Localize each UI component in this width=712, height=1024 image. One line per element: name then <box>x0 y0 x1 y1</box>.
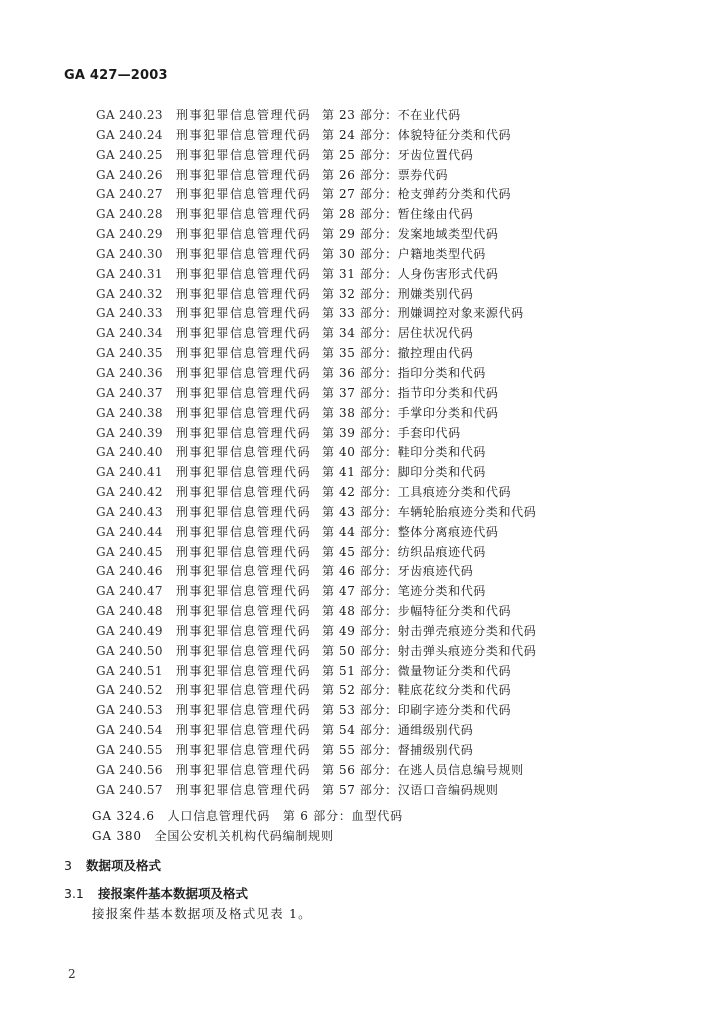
reference-row <box>96 642 536 662</box>
reference-name: 刑事犯罪信息管理代码 <box>176 465 312 480</box>
reference-name: 刑事犯罪信息管理代码 <box>176 604 312 619</box>
reference-part: 第 45 部分：纺织品痕迹代码 <box>322 544 486 559</box>
reference-name: 刑事犯罪信息管理代码 <box>176 147 312 162</box>
reference-row <box>96 185 536 205</box>
reference-row <box>96 483 536 503</box>
reference-name: 刑事犯罪信息管理代码 <box>176 326 312 341</box>
reference-name: 刑事犯罪信息管理代码 <box>176 445 312 460</box>
reference-part: 第 38 部分：手掌印分类和代码 <box>322 405 499 420</box>
reference-part: 第 50 部分：射击弹头痕迹分类和代码 <box>322 643 537 658</box>
reference-name: 刑事犯罪信息管理代码 <box>176 346 312 361</box>
reference-name: 刑事犯罪信息管理代码 <box>176 227 312 242</box>
reference-row <box>96 662 536 682</box>
reference-part: 第 36 部分：指印分类和代码 <box>322 365 486 380</box>
reference-row <box>96 166 536 186</box>
reference-name: 刑事犯罪信息管理代码 <box>176 683 312 698</box>
reference-code: GA 240.40 <box>96 445 163 460</box>
reference-part: 第 25 部分：牙齿位置代码 <box>322 147 474 162</box>
reference-name: 刑事犯罪信息管理代码 <box>176 743 312 757</box>
reference-row <box>96 344 536 364</box>
reference-name: 刑事犯罪信息管理代码 <box>176 703 312 718</box>
reference-code: GA 240.31 <box>96 266 163 281</box>
section-title: 数据项及格式 <box>86 858 162 873</box>
reference-part: 第 30 部分：户籍地类型代码 <box>322 246 486 261</box>
reference-code: GA 240.23 <box>96 108 163 122</box>
reference-part: 第 31 部分：人身伤害形式代码 <box>322 266 499 281</box>
reference-ga-380: GA 380 全国公安机关机构代码编制规则 <box>92 829 334 843</box>
reference-name: 刑事犯罪信息管理代码 <box>176 266 312 281</box>
reference-name: 刑事犯罪信息管理代码 <box>176 167 312 182</box>
reference-part: 第 48 部分：步幅特征分类和代码 <box>322 604 512 619</box>
reference-code: GA 240.57 <box>96 782 163 797</box>
reference-code: GA 240.50 <box>96 643 163 658</box>
reference-code: GA 240.28 <box>96 207 163 222</box>
reference-code: GA 240.26 <box>96 167 163 182</box>
reference-row <box>96 424 536 444</box>
reference-row <box>96 721 536 741</box>
reference-code: GA 240.45 <box>96 544 163 559</box>
reference-row <box>96 622 536 642</box>
normative-references-list <box>96 106 536 801</box>
reference-name: 刑事犯罪信息管理代码 <box>176 385 312 400</box>
reference-code: GA 240.41 <box>96 465 163 480</box>
reference-row <box>96 304 536 324</box>
reference-row <box>96 701 536 721</box>
reference-row <box>96 761 536 781</box>
reference-name: 刑事犯罪信息管理代码 <box>176 723 312 738</box>
reference-code: GA 240.48 <box>96 604 163 619</box>
reference-row <box>96 463 536 483</box>
reference-name: 刑事犯罪信息管理代码 <box>176 584 312 599</box>
reference-code: GA 240.56 <box>96 762 163 777</box>
reference-part: 第 57 部分：汉语口音编码规则 <box>322 782 499 797</box>
reference-part: 第 43 部分：车辆轮胎痕迹分类和代码 <box>322 504 537 519</box>
reference-code: GA 240.39 <box>96 425 163 440</box>
reference-row <box>96 404 536 424</box>
reference-part: 第 24 部分：体貌特征分类和代码 <box>322 127 512 142</box>
reference-part: 第 29 部分：发案地域类型代码 <box>322 227 499 242</box>
reference-name: 刑事犯罪信息管理代码 <box>176 762 312 777</box>
reference-part: 第 34 部分：居住状况代码 <box>322 326 474 341</box>
reference-name: 刑事犯罪信息管理代码 <box>176 782 312 797</box>
reference-code: GA 240.29 <box>96 227 163 242</box>
body-paragraph: 接报案件基本数据项及格式见表 1。 <box>92 906 312 921</box>
reference-code: GA 240.25 <box>96 147 163 162</box>
reference-name: 刑事犯罪信息管理代码 <box>176 405 312 420</box>
section-3-1-heading <box>64 884 248 902</box>
reference-part: 第 27 部分：枪支弹药分类和代码 <box>322 187 512 202</box>
reference-ga-324-6: GA 324.6 人口信息管理代码 第 6 部分：血型代码 <box>92 809 403 823</box>
reference-row <box>96 126 536 146</box>
reference-part: 第 33 部分：刑嫌调控对象来源代码 <box>322 306 524 321</box>
reference-part: 第 26 部分：票券代码 <box>322 167 449 182</box>
reference-code: GA 240.43 <box>96 504 163 519</box>
reference-part: 第 56 部分：在逃人员信息编号规则 <box>322 762 524 777</box>
reference-part: 第 54 部分：通缉级别代码 <box>322 723 474 738</box>
reference-code: GA 240.47 <box>96 584 163 599</box>
reference-code: GA 240.34 <box>96 326 163 341</box>
reference-name: 刑事犯罪信息管理代码 <box>176 365 312 380</box>
section-number: 3 <box>64 858 72 873</box>
reference-row <box>96 384 536 404</box>
reference-part: 第 37 部分：指节印分类和代码 <box>322 385 499 400</box>
reference-row <box>96 562 536 582</box>
section-3-heading <box>64 856 161 874</box>
reference-row <box>96 265 536 285</box>
reference-code: GA 240.36 <box>96 365 163 380</box>
reference-row <box>96 245 536 265</box>
reference-row <box>96 225 536 245</box>
reference-code: GA 240.38 <box>96 405 163 420</box>
reference-part: 第 53 部分：印刷字迹分类和代码 <box>322 703 512 718</box>
reference-part: 第 23 部分：不在业代码 <box>322 108 461 122</box>
reference-row <box>96 443 536 463</box>
reference-part: 第 41 部分：脚印分类和代码 <box>322 465 486 480</box>
reference-name: 刑事犯罪信息管理代码 <box>176 187 312 202</box>
reference-part: 第 44 部分：整体分离痕迹代码 <box>322 524 499 539</box>
reference-name: 刑事犯罪信息管理代码 <box>176 564 312 579</box>
reference-code: GA 240.55 <box>96 743 163 757</box>
section-title: 接报案件基本数据项及格式 <box>98 886 249 901</box>
reference-name: 刑事犯罪信息管理代码 <box>176 485 312 500</box>
reference-row <box>96 602 536 622</box>
reference-code: GA 240.33 <box>96 306 163 321</box>
reference-part: 第 32 部分：刑嫌类别代码 <box>322 286 474 301</box>
reference-name: 刑事犯罪信息管理代码 <box>176 643 312 658</box>
reference-part: 第 55 部分：督捕级别代码 <box>322 743 474 757</box>
reference-code: GA 240.46 <box>96 564 163 579</box>
reference-code: GA 240.44 <box>96 524 163 539</box>
document-header: GA 427—2003 <box>64 68 168 83</box>
reference-code: GA 240.32 <box>96 286 163 301</box>
reference-row <box>96 205 536 225</box>
reference-row <box>96 324 536 344</box>
reference-name: 刑事犯罪信息管理代码 <box>176 246 312 261</box>
reference-row <box>96 741 536 761</box>
reference-code: GA 240.49 <box>96 623 163 638</box>
reference-row <box>96 582 536 602</box>
reference-part: 第 28 部分：暂住缘由代码 <box>322 207 474 222</box>
reference-name: 刑事犯罪信息管理代码 <box>176 127 312 142</box>
reference-row <box>96 106 536 126</box>
reference-code: GA 240.30 <box>96 246 163 261</box>
reference-name: 刑事犯罪信息管理代码 <box>176 623 312 638</box>
reference-part: 第 35 部分：撤控理由代码 <box>322 346 474 361</box>
reference-row <box>96 543 536 563</box>
reference-name: 刑事犯罪信息管理代码 <box>176 504 312 519</box>
reference-name: 刑事犯罪信息管理代码 <box>176 286 312 301</box>
reference-name: 刑事犯罪信息管理代码 <box>176 306 312 321</box>
reference-part: 第 52 部分：鞋底花纹分类和代码 <box>322 683 512 698</box>
reference-code: GA 240.35 <box>96 346 163 361</box>
reference-code: GA 240.52 <box>96 683 163 698</box>
reference-part: 第 40 部分：鞋印分类和代码 <box>322 445 486 460</box>
reference-name: 刑事犯罪信息管理代码 <box>176 108 312 122</box>
reference-name: 刑事犯罪信息管理代码 <box>176 544 312 559</box>
reference-code: GA 240.24 <box>96 127 163 142</box>
reference-part: 第 51 部分：微量物证分类和代码 <box>322 663 512 678</box>
reference-row <box>96 285 536 305</box>
reference-row <box>96 146 536 166</box>
reference-row <box>96 503 536 523</box>
reference-name: 刑事犯罪信息管理代码 <box>176 207 312 222</box>
reference-row <box>96 781 536 801</box>
reference-part: 第 49 部分：射击弹壳痕迹分类和代码 <box>322 623 537 638</box>
reference-name: 刑事犯罪信息管理代码 <box>176 663 312 678</box>
reference-part: 第 42 部分：工具痕迹分类和代码 <box>322 485 512 500</box>
page-number: 2 <box>68 967 76 981</box>
reference-row <box>96 364 536 384</box>
reference-code: GA 240.27 <box>96 187 163 202</box>
reference-name: 刑事犯罪信息管理代码 <box>176 524 312 539</box>
reference-part: 第 39 部分：手套印代码 <box>322 425 461 440</box>
reference-part: 第 47 部分：笔迹分类和代码 <box>322 584 486 599</box>
reference-code: GA 240.53 <box>96 703 163 718</box>
reference-row <box>96 523 536 543</box>
reference-code: GA 240.54 <box>96 723 163 738</box>
section-number: 3.1 <box>64 886 84 901</box>
reference-name: 刑事犯罪信息管理代码 <box>176 425 312 440</box>
reference-part: 第 46 部分：牙齿痕迹代码 <box>322 564 474 579</box>
reference-code: GA 240.51 <box>96 663 163 678</box>
reference-code: GA 240.37 <box>96 385 163 400</box>
reference-row <box>96 681 536 701</box>
reference-code: GA 240.42 <box>96 485 163 500</box>
